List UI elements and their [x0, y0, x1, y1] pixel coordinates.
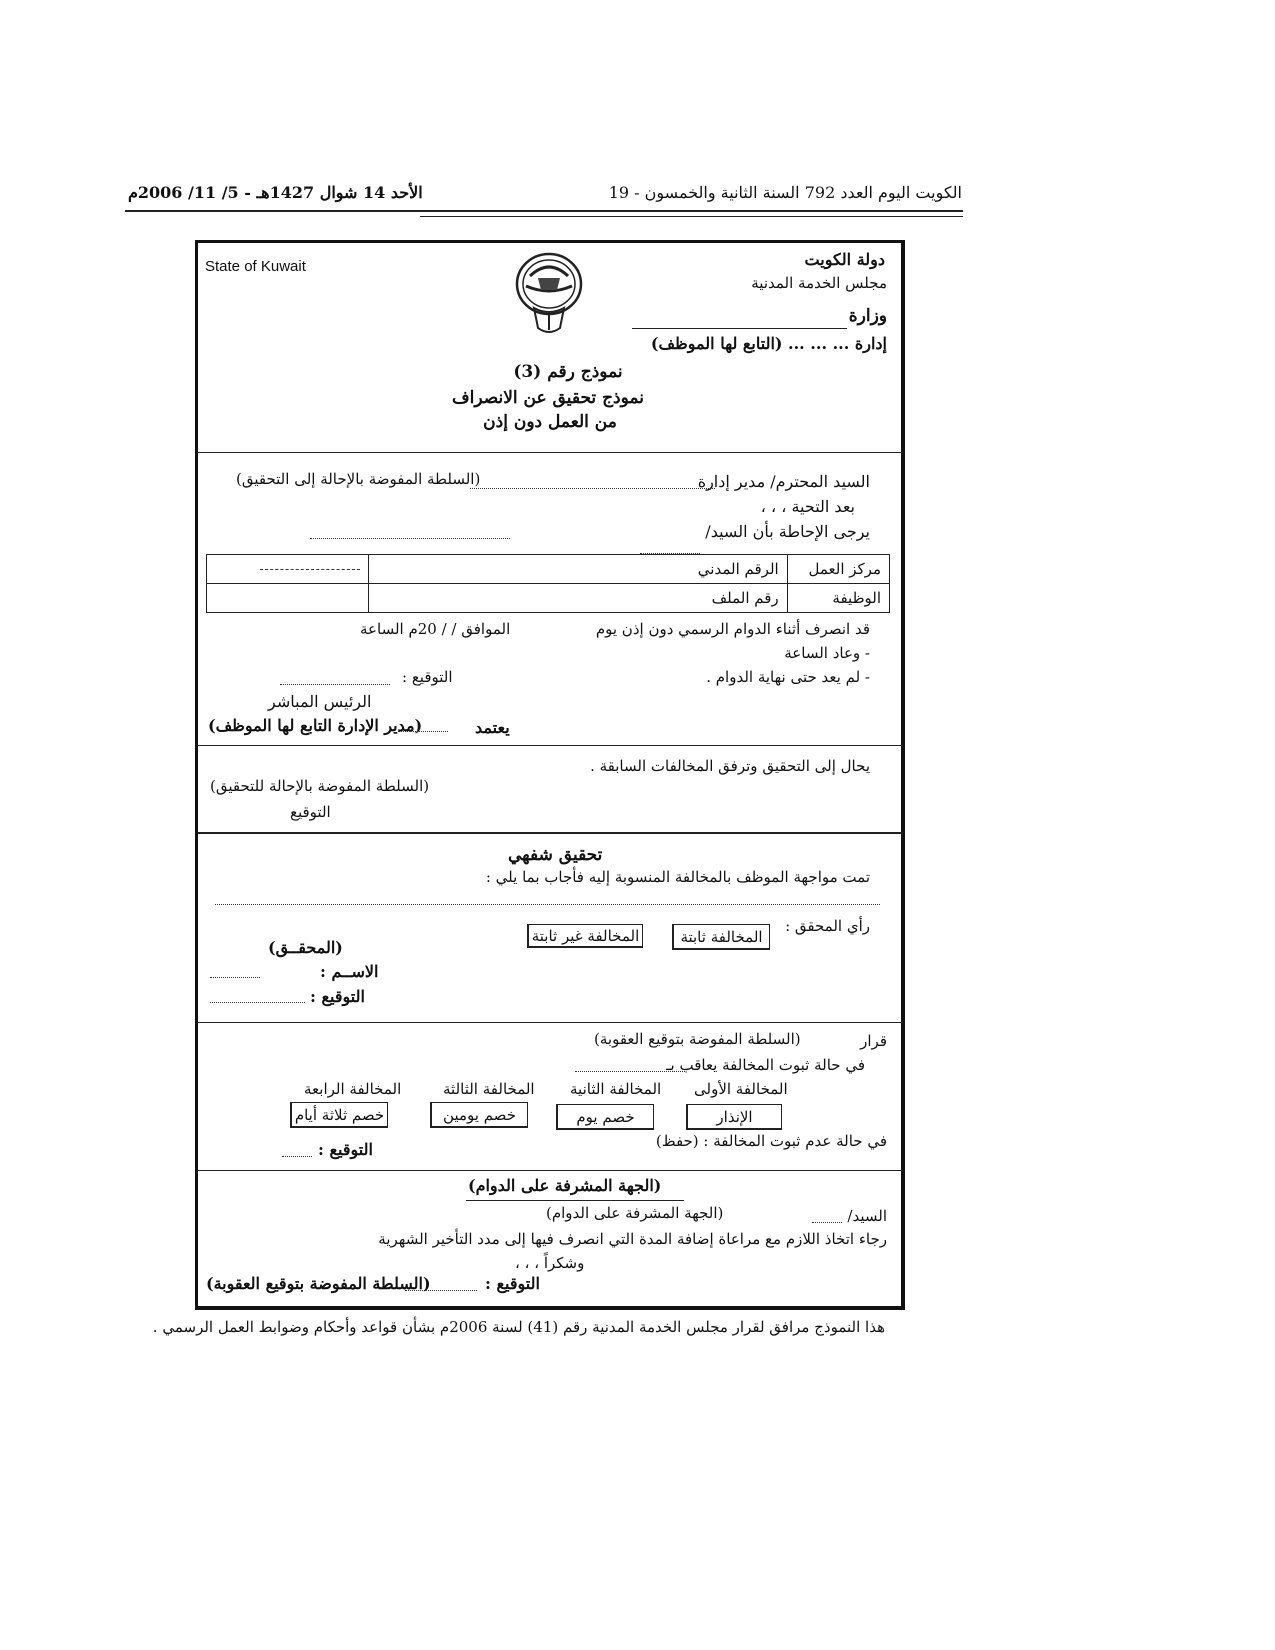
memo-addressee-dots — [470, 488, 715, 489]
referral-text: يحال إلى التحقيق وترفق المخالفات السابقة . — [590, 757, 870, 775]
supervising-title: (الجهة المشرفة على الدوام) — [468, 1176, 662, 1195]
civil-id-label: الرقم المدني — [369, 555, 787, 584]
checkbox-not-proven[interactable]: المخالفة غير ثابتة — [527, 924, 643, 948]
decision-label: قرار — [860, 1032, 887, 1050]
form-subtitle: من العمل دون إذن — [483, 412, 617, 432]
supervising-signature: التوقيع : — [485, 1274, 540, 1293]
departure-line: قد انصرف أثناء الدوام الرسمي دون إذن يوم — [595, 620, 870, 638]
departure-signature: التوقيع : — [402, 668, 453, 686]
direct-supervisor: الرئيس المباشر — [268, 692, 372, 711]
supervising-title-rule — [466, 1200, 684, 1201]
violation-4: المخالفة الرابعة — [304, 1080, 402, 1098]
penalty-box-2[interactable]: خصم يوم — [556, 1104, 654, 1130]
manager-dots — [398, 731, 448, 732]
supervising-authority: (السلطة المفوضة بتوقيع العقوبة) — [206, 1274, 431, 1293]
returned-line: - وعاد الساعة — [784, 644, 870, 662]
oral-answer-dots — [215, 904, 880, 905]
footer-note: هذا النموذج مرافق لقرار مجلس الخدمة المدنية رقم (41) لسنة 2006م بشأن قواعد وأحكام وضوابط العمل الرسمي . — [152, 1318, 885, 1336]
decision-signature-dots — [282, 1156, 312, 1157]
section-rule-4 — [198, 1022, 903, 1023]
header-publication: الكويت اليوم العدد 792 السنة الثانية والخمسون - 19 — [608, 183, 962, 202]
state-en: State of Kuwait — [205, 258, 306, 275]
decision-authority: (السلطة المفوضة بتوقيع العقوبة) — [594, 1030, 801, 1048]
supervising-mr: السيد/ — [847, 1207, 887, 1225]
memo-addressee: السيد المحترم/ مدير إدارة — [697, 472, 870, 491]
investigator-name: الاســم : — [320, 962, 379, 981]
violation-2: المخالفة الثانية — [570, 1080, 662, 1098]
ministry-label: وزارة — [848, 306, 887, 326]
job-label: الوظيفة — [787, 584, 889, 613]
form-title: نموذج تحقيق عن الانصراف — [452, 388, 644, 408]
section-rule-1 — [198, 452, 903, 453]
work-center-table — [206, 554, 890, 613]
investigator-signature-dots — [210, 1002, 305, 1003]
oral-text: تمت مواجهة الموظف بالمخالفة المنسوبة إليه فأجاب بما يلي : — [485, 868, 870, 886]
investigator-signature: التوقيع : — [310, 987, 365, 1006]
memo-authority: (السلطة المفوضة بالإحالة إلى التحقيق) — [236, 470, 481, 488]
penalty-box-1[interactable]: الإنذار — [686, 1104, 782, 1130]
departure-date: الموافق / / 20م الساعة — [360, 620, 511, 638]
header-rule — [125, 210, 963, 212]
violation-1: المخالفة الأولى — [694, 1080, 788, 1098]
supervising-text: رجاء اتخاذ اللازم مع مراعاة إضافة المدة التي انصرف فيها إلى مدد التأخير الشهرية — [378, 1230, 887, 1248]
section-rule-3 — [198, 832, 903, 834]
file-no-label: رقم الملف — [369, 584, 787, 613]
investigator-name-dots — [210, 977, 260, 978]
council-name: مجلس الخدمة المدنية — [751, 274, 887, 292]
decision-if-not: في حالة عدم ثبوت المخالفة : (حفظ) — [655, 1132, 887, 1150]
header-rule-thin — [420, 216, 963, 217]
section-rule-5 — [198, 1170, 903, 1171]
form-number: نموذج رقم (3) — [513, 362, 623, 382]
supervising-thanks: وشكراً ، ، ، — [515, 1254, 585, 1272]
memo-notice: يرجى الإحاطة بأن السيد/ — [705, 522, 870, 541]
manager-label: (مدير الإدارة التابع لها الموظف) — [208, 716, 423, 735]
violation-3: المخالفة الثالثة — [443, 1080, 535, 1098]
penalty-box-4[interactable]: خصم ثلاثة أيام — [290, 1102, 388, 1128]
investigator-label: (المحقــق) — [268, 938, 343, 957]
memo-notice-dots — [310, 538, 510, 539]
ministry-line — [632, 328, 847, 329]
department-line: إدارة ... ... ... (التابع لها الموظف) — [650, 334, 887, 353]
supervising-entity: (الجهة المشرفة على الدوام) — [546, 1204, 724, 1222]
civil-id-value-cell — [207, 555, 369, 584]
referral-authority: (السلطة المفوضة بالإحالة للتحقيق) — [210, 777, 430, 795]
supervising-mr-dots — [812, 1222, 842, 1223]
departure-signature-dots — [280, 684, 390, 685]
memo-greeting: بعد التحية ، ، ، — [760, 497, 855, 516]
decision-if-proven: في حالة ثبوت المخالفة يعاقب بـ — [666, 1056, 865, 1074]
referral-signature: التوقيع — [290, 803, 331, 821]
investigator-opinion: رأي المحقق : — [785, 917, 870, 935]
checkbox-proven[interactable]: المخالفة ثابتة — [672, 924, 770, 950]
file-no-value-cell — [207, 584, 369, 613]
decision-signature: التوقيع : — [318, 1140, 373, 1159]
state-ar: دولة الكويت — [804, 250, 885, 269]
penalty-box-3[interactable]: خصم يومين — [430, 1102, 528, 1128]
not-returned-line: - لم يعد حتى نهاية الدوام . — [706, 668, 870, 686]
oral-title: تحقيق شفهي — [508, 845, 603, 865]
work-center-label: مركز العمل — [787, 555, 889, 584]
approved-label: يعتمد — [475, 718, 510, 737]
header-date: الأحد 14 شوال 1427هـ - 5/ 11/ 2006م — [128, 183, 423, 202]
decision-if-proven-dots — [575, 1071, 685, 1072]
section-rule-2 — [198, 745, 903, 746]
kuwait-emblem-icon — [508, 250, 590, 336]
